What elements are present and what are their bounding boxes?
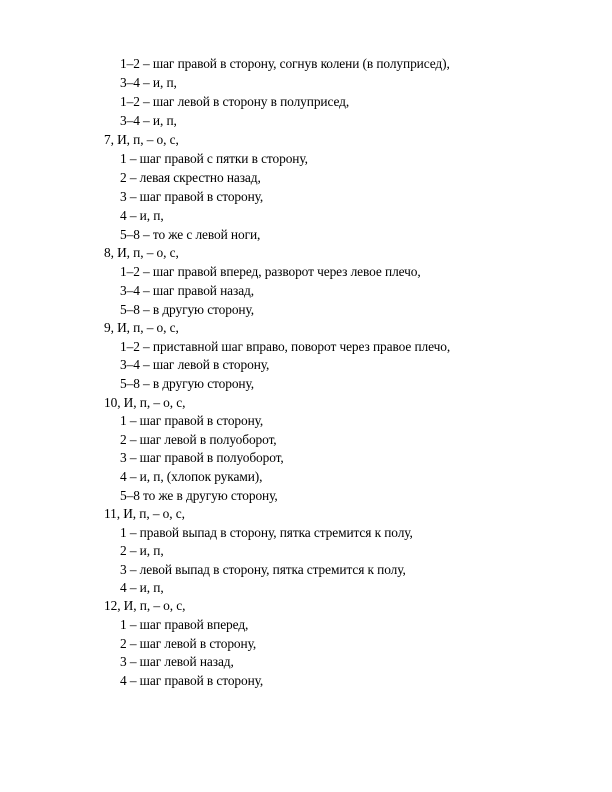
exercise-heading: 9, И, п, – о, с, — [104, 320, 179, 335]
exercise-step: 1 – шаг правой в сторону, — [120, 413, 264, 428]
exercise-step: 1 – шаг правой с пятки в сторону, — [120, 151, 308, 166]
exercise-step: 3 – шаг правой в сторону, — [120, 189, 264, 204]
exercise-step: 3 – шаг левой назад, — [120, 654, 234, 669]
exercise-heading: 11, И, п, – о, с, — [104, 506, 185, 521]
exercise-step: 5–8 – в другую сторону, — [120, 302, 254, 317]
exercise-heading: 7, И, п, – о, с, — [104, 132, 179, 147]
exercise-step: 2 – шаг левой в сторону, — [120, 636, 257, 651]
exercise-step: 1 – шаг правой вперед, — [120, 617, 249, 632]
exercise-step: 4 – шаг правой в сторону, — [120, 673, 264, 688]
exercise-step: 4 – и, п, (хлопок руками), — [120, 469, 263, 484]
exercise-step: 5–8 – в другую сторону, — [120, 376, 254, 391]
exercise-step: 3–4 – и, п, — [120, 113, 177, 128]
exercise-step: 2 – шаг левой в полуоборот, — [120, 432, 277, 447]
exercise-step: 1 – правой выпад в сторону, пятка стремится к полу, — [120, 525, 413, 540]
exercise-step: 3–4 – шаг левой в сторону, — [120, 357, 270, 372]
exercise-heading: 12, И, п, – о, с, — [104, 598, 186, 613]
exercise-step: 5–8 то же в другую сторону, — [120, 488, 278, 503]
exercise-step: 2 – и, п, — [120, 543, 164, 558]
exercise-step: 3 – левой выпад в сторону, пятка стремится к полу, — [120, 562, 406, 577]
exercise-step: 1–2 – шаг правой вперед, разворот через левое плечо, — [120, 264, 421, 279]
exercise-step: 3–4 – шаг правой назад, — [120, 283, 255, 298]
exercise-step: 3–4 – и, п, — [120, 75, 177, 90]
exercise-step: 1–2 – приставной шаг вправо, поворот через правое плечо, — [120, 339, 451, 354]
exercise-step: 4 – и, п, — [120, 580, 164, 595]
exercise-step: 3 – шаг правой в полуоборот, — [120, 450, 284, 465]
exercise-step: 4 – и, п, — [120, 208, 164, 223]
exercise-step: 1–2 – шаг левой в сторону в полуприсед, — [120, 94, 350, 109]
exercise-heading: 8, И, п, – о, с, — [104, 245, 179, 260]
exercise-heading: 10, И, п, – о, с, — [104, 395, 186, 410]
exercise-step: 1–2 – шаг правой в сторону, согнув колени (в полуприсед), — [120, 56, 450, 71]
exercise-step: 2 – левая скрестно назад, — [120, 170, 261, 185]
exercise-step: 5–8 – то же с левой ноги, — [120, 227, 261, 242]
